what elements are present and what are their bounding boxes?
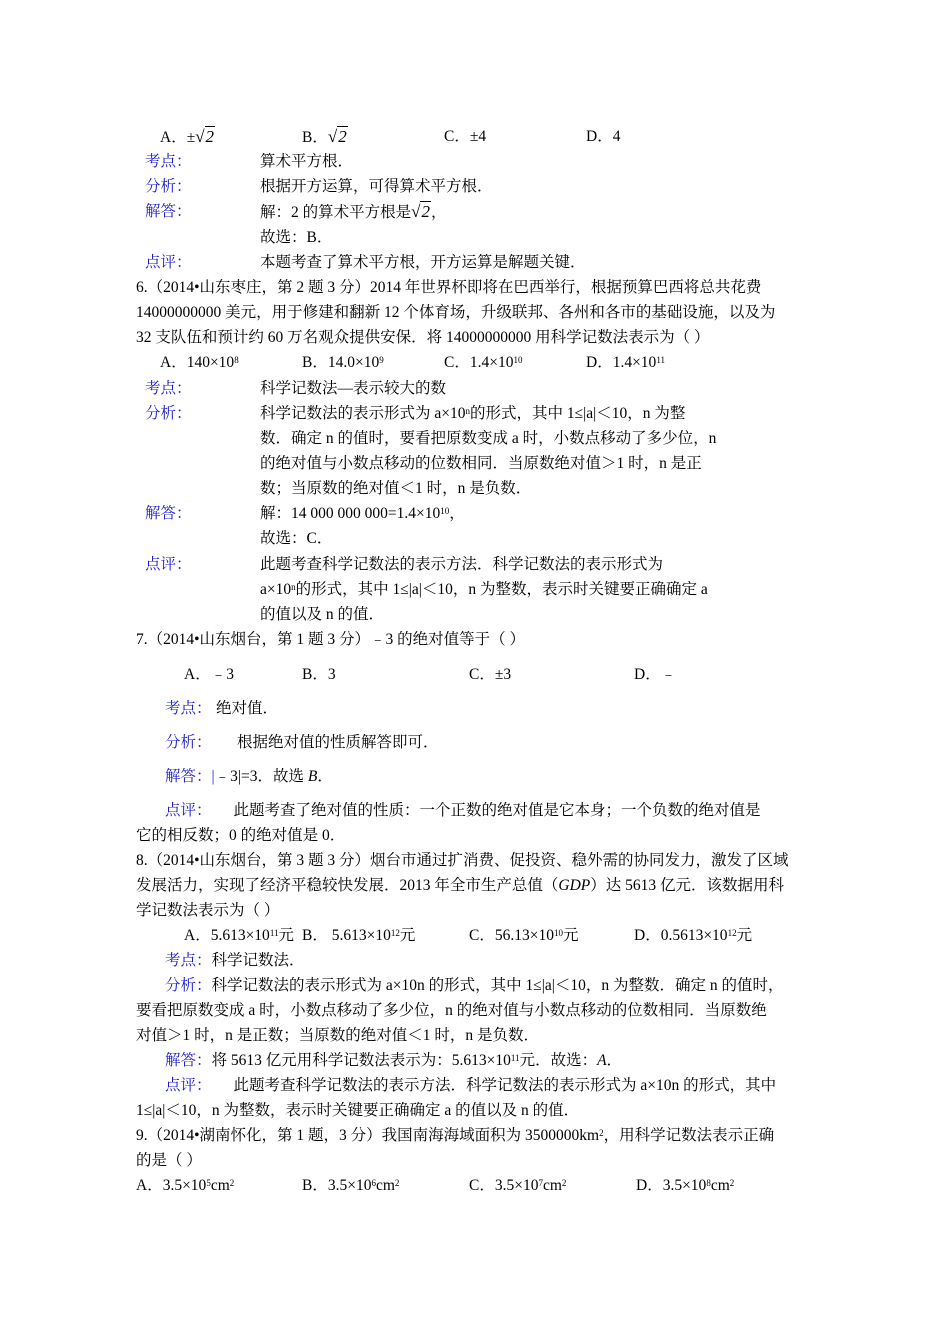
q7-kaodian-label: 考点： [165,700,212,717]
q5-kaodian: 算术平方根． [260,153,354,170]
q9-stem-line2: 的是（ ） [136,1152,202,1169]
q5-dianping: 本题考查了算术平方根，开方运算是解题关键． [260,254,586,271]
q5-fenxi: 根据开方运算，可得算术平方根． [260,178,493,195]
q5-option-c: C．±4 [444,128,487,145]
q5-jieda-line2: 故选：B． [260,229,333,246]
q8-stem-line1: 8.（2014•山东烟台，第 3 题 3 分）烟台市通过扩消费、促投资、稳外需的协同发力，激发了区域 [136,852,789,869]
q8-kaodian: 考点：科学记数法． [165,952,305,969]
q6-option-a: A．$140\times 10^8$ [160,354,239,371]
q5-kaodian-label: 考点： [145,153,192,170]
q8-stem-line2: 发展活力，实现了经济平稳较快发展．2013 年全市生产总值（GDP）达 5613 亿元．该数据用科 [136,877,785,894]
q6-fenxi-line1: 科学记数法的表示形式为 $a\times 10^n$的形式，其中 1≤|a|＜10，n 为整 [260,405,686,422]
q6-stem-line1: 6.（2014•山东枣庄，第 2 题 3 分）2014 年世界杯即将在巴西举行，根据预算巴西将总共花费 [136,279,762,296]
q7-kaodian: 绝对值． [216,700,279,717]
q9-option-d: D．$3.5\times 10^8cm^2$ [636,1177,735,1194]
q6-stem-line3: 32 支队伍和预计约 60 万名观众提供安保．将 14000000000 用科学记数法表示为（ ） [136,329,710,346]
q6-fenxi-label: 分析： [145,405,192,422]
q8-option-b: B． $5.613\times 10^{12}$元 [302,927,416,944]
q7-jieda: 解答：|﹣3|=3．故选 B． [165,768,333,785]
q6-fenxi-line2: 数．确定 n 的值时，要看把原数变成 a 时，小数点移动了多少位，n [260,430,717,447]
q6-stem-line2: 14000000000 美元，用于修建和翻新 12 个体育场，升级联邦、各州和各市的基础设施，以及为 [136,304,776,321]
q7-option-a: A．﹣3 [184,666,234,683]
q8-option-c: C．$56.13\times 10^{10}$元 [469,927,579,944]
q5-jieda-label: 解答： [145,203,192,220]
q7-dianping-line1: 点评： 此题考查了绝对值的性质：一个正数的绝对值是它本身；一个负数的绝对值是 [165,802,761,819]
q6-fenxi-line3: 的绝对值与小数点移动的位数相同．当原数绝对值＞1 时，n 是正 [260,455,702,472]
q6-dianping-label: 点评： [145,556,192,573]
sqrt-symbol: √2 [411,202,430,221]
sqrt-symbol: √2 [327,127,347,146]
q8-dianping-line2: 1≤|a|＜10，n 为整数，表示时关键要正确确定 a 的值以及 n 的值． [136,1102,580,1119]
q9-option-a: A．$3.5\times 10^5cm^2$ [136,1177,235,1194]
q5-fenxi-label: 分析： [145,178,192,195]
q7-dianping-line2: 它的相反数；0 的绝对值是 0． [136,827,346,844]
q7-fenxi: 根据绝对值的性质解答即可． [237,734,439,751]
q7-option-c: C．±3 [469,666,512,683]
q6-kaodian: 科学记数法—表示较大的数 [260,380,447,397]
q7-option-b: B．3 [302,666,336,683]
q9-option-c: C．$3.5\times 10^7cm^2$ [469,1177,567,1194]
q6-dianping-line3: 的值以及 n 的值． [260,606,385,623]
q6-jieda-line1: 解：14 000 000 $000=1.4\times 10^{10}$， [260,505,465,522]
sqrt-symbol: √2 [195,127,215,146]
q6-kaodian-label: 考点： [145,380,192,397]
q9-option-b: B．$3.5\times 10^6cm^2$ [302,1177,400,1194]
q8-dianping-line1: 点评： 此题考查科学记数法的表示方法．科学记数法的表示形式为 a×10n 的形式，其中 [165,1077,777,1094]
q8-jieda: 解答：将 5613 亿元用科学记数法表示为：$5.613\times 10^{11}$元．故选：A． [165,1052,623,1069]
q6-jieda-line2: 故选：C． [260,530,333,547]
q5-option-a: A．±√2 [160,127,215,146]
q8-fenxi-line1: 分析：科学记数法的表示形式为 a×10n 的形式，其中 1≤|a|＜10，n 为整数．确定 n 的值时， [165,977,784,994]
q8-option-a: A．$5.613\times 10^{11}$元 [184,927,294,944]
q6-fenxi-line4: 数；当原数的绝对值＜1 时，n 是负数． [260,480,532,497]
q8-stem-line3: 学记数法表示为（ ） [136,902,280,919]
q8-fenxi-line3: 对值＞1 时，n 是正数；当原数的绝对值＜1 时，n 是负数． [136,1027,540,1044]
q7-fenxi-label: 分析： [165,734,212,751]
q5-option-d: D．4 [586,128,621,145]
q8-fenxi-line2: 要看把原数变成 a 时，小数点移动了多少位，n 的绝对值与小数点移动的位数相同．当原数绝 [136,1002,767,1019]
q6-option-d: D．$1.4\times 10^{11}$ [586,354,665,371]
q7-option-d: D．﹣ [634,666,677,683]
q9-stem-line1: 9.（2014•湖南怀化，第 1 题，3 分）我国南海海域面积为 $3500000km^2$，用科学记数法表示正确 [136,1127,775,1144]
q8-option-d: D．$0.5613\times 10^{12}$元 [634,927,753,944]
q5-option-b: B．√2 [302,127,347,146]
q6-option-b: B．$14.0\times 10^9$ [302,354,384,371]
q6-jieda-label: 解答： [145,505,192,522]
q6-dianping-line1: 此题考查科学记数法的表示方法．科学记数法的表示形式为 [260,556,664,573]
q7-stem: 7.（2014•山东烟台，第 1 题 3 分）﹣3 的绝对值等于（ ） [136,631,526,648]
q6-dianping-line2: $a\times 10^n$的形式，其中 1≤|a|＜10，n 为整数，表示时关键要正确确定 a [260,581,708,598]
q6-option-c: C．$1.4\times 10^{10}$ [444,354,523,371]
q5-jieda-line1: 解：2 的算术平方根是√2， [260,202,447,221]
q5-dianping-label: 点评： [145,254,192,271]
